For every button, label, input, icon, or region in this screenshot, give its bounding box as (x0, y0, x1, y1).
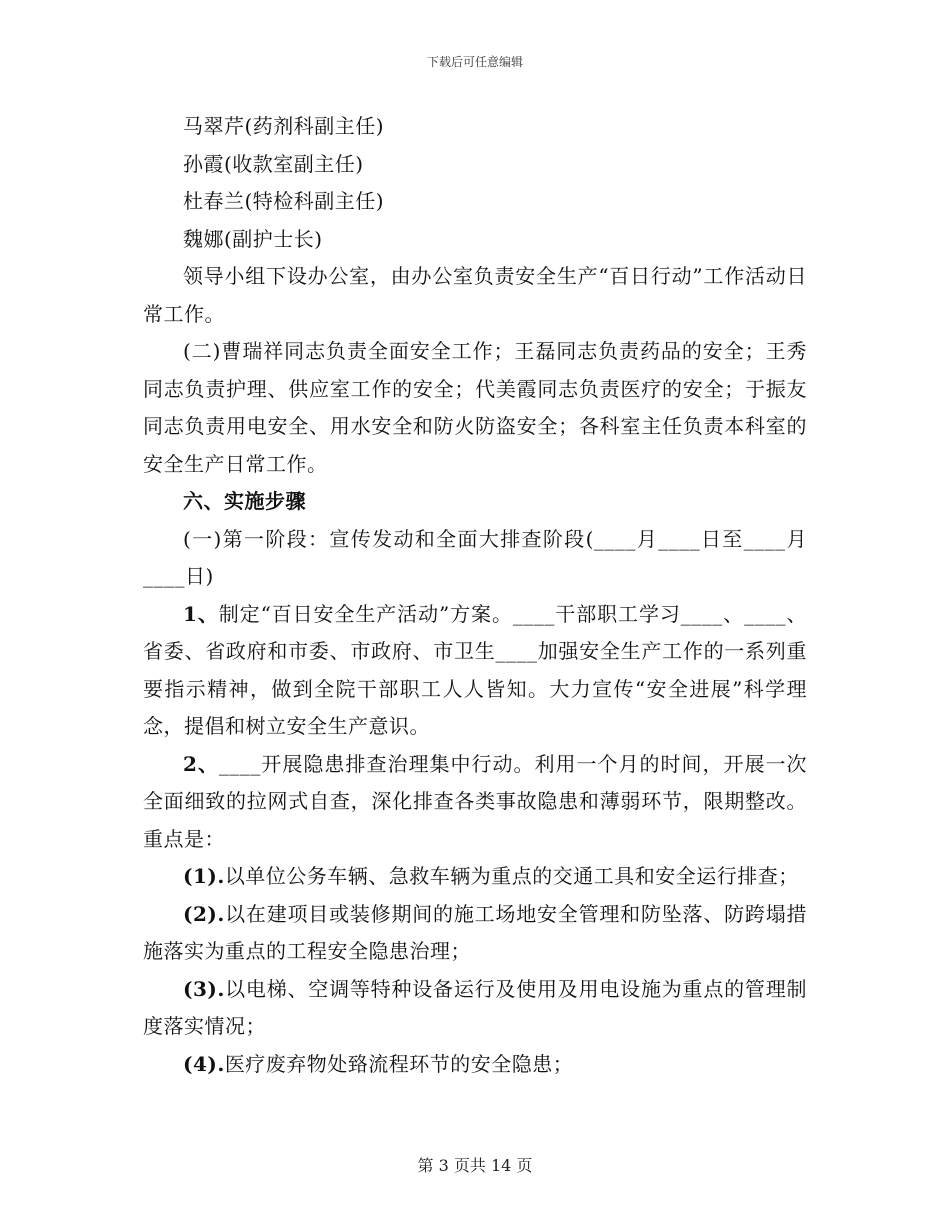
member-line: 魏娜(副护士长) (183, 226, 323, 251)
list-item-number: (2). (183, 901, 225, 926)
list-item-text: 以电梯、空调等特种设备运行及使用及用电设施为重点的管理制度落实情况； (143, 976, 807, 1038)
office-paragraph: 领导小组下设办公室，由办公室负责安全生产“百日行动”工作活动日常工作。 (143, 264, 807, 326)
member-line: 孙霞(收款室副主任) (183, 151, 364, 176)
step-1-text: 制定“百日安全生产活动”方案。____干部职工学习____、____、省委、省政府和市委、市政府、市卫生____加强安全生产工作的一系列重要指示精神，做到全院干部职工人人皆知。大力宣传“安全进展”科学理念，提倡和树立安全生产意识。 (143, 601, 807, 738)
list-item-text: 以单位公务车辆、急救车辆为重点的交通工具和安全运行排查； (224, 864, 799, 888)
list-item (143, 971, 807, 1046)
member-line: 杜春兰(特检科副主任) (183, 189, 385, 213)
section-heading: 六、实施步骤 (183, 489, 306, 513)
list-item-number: (1). (183, 864, 225, 888)
step-2-text: ____开展隐患排查治理集中行动。利用一个月的时间，开展一次全面细致的拉网式自查，深化排查各类事故隐患和薄弱环节，限期整改。重点是： (143, 751, 807, 851)
list-item (143, 858, 807, 896)
list-item-text: 医疗废弃物处臵流程环节的安全隐患； (224, 1051, 574, 1076)
page-footer: 第 3 页共 14 页 (417, 1156, 533, 1175)
header-note: 下载后可任意编辑 (426, 55, 523, 69)
list-item (143, 1046, 807, 1084)
document-body (143, 108, 807, 1083)
phase-one-paragraph: (一)第一阶段：宣传发动和全面大排查阶段(____月____日至____月____日) (143, 526, 807, 588)
list-item-number: (4). (183, 1051, 225, 1076)
list-item-text: 以在建项目或装修期间的施工场地安全管理和防坠落、防跨塌措施落实为重点的工程安全隐患治理； (143, 901, 807, 963)
responsibility-paragraph: (二)曹瑞祥同志负责全面安全工作；王磊同志负责药品的安全；王秀同志负责护理、供应室工作的安全；代美霞同志负责医疗的安全；于振友同志负责用电安全、用水安全和防火防盗安全；各科室主任负责本科室的安全生产日常工作。 (143, 339, 807, 476)
step-1-number: 1、 (183, 601, 219, 626)
member-line: 马翠芹(药剂科副主任) (183, 114, 385, 138)
step-2-paragraph (143, 746, 807, 859)
list-item-number: (3). (183, 976, 225, 1001)
step-1-paragraph (143, 596, 807, 746)
step-2-number: 2、 (183, 751, 219, 776)
list-item (143, 896, 807, 971)
